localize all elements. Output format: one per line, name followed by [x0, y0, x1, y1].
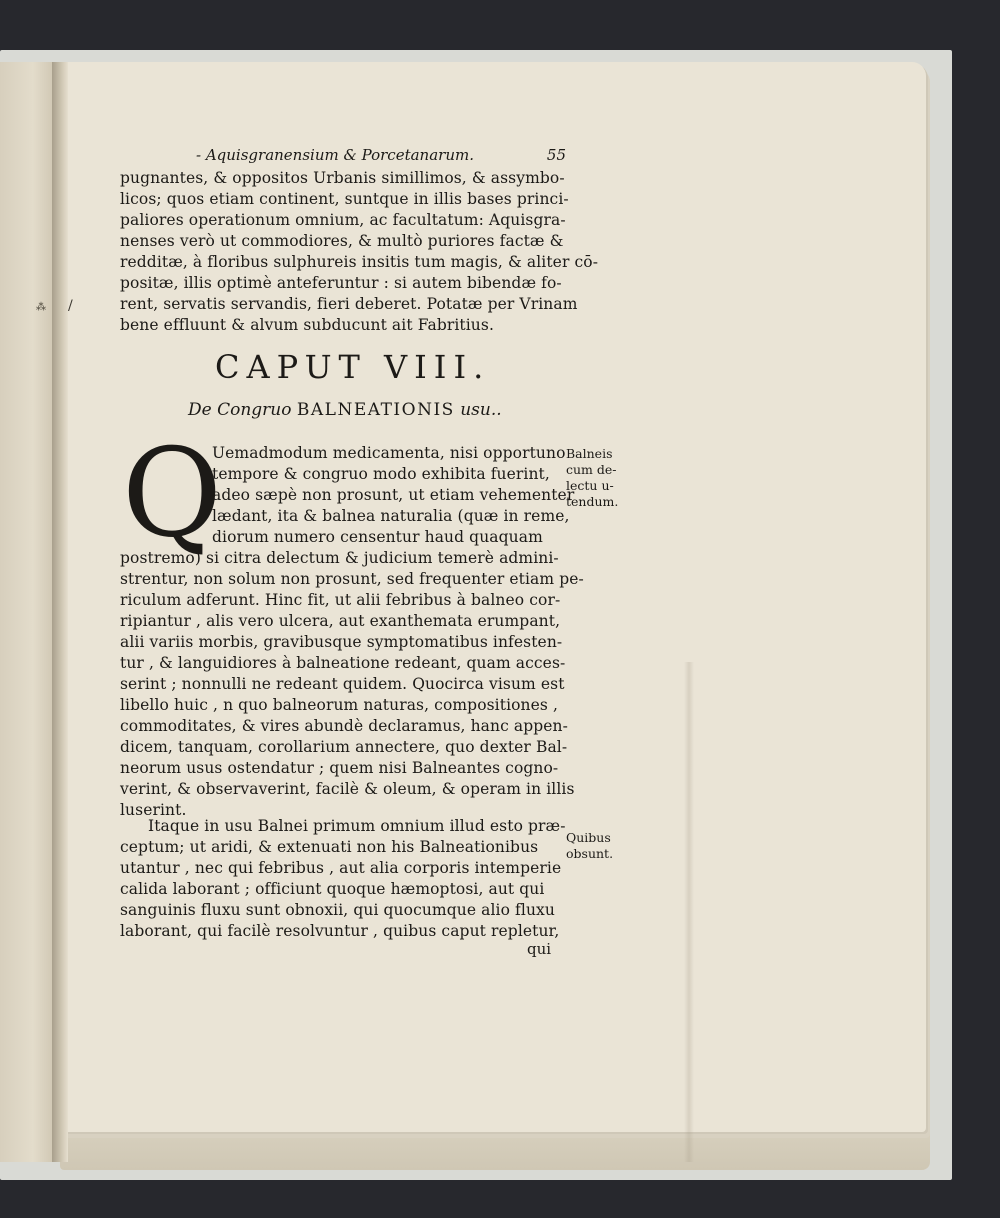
text-line: neorum usus ostendatur ; quem nisi Balneantes cogno- — [120, 759, 559, 777]
text-line: strentur, non solum non prosunt, sed frequenter etiam pe- — [120, 570, 584, 588]
text-line: sanguinis fluxu sunt obnoxii, qui quocumque alio fluxu — [120, 901, 555, 919]
margin-note — [566, 446, 618, 510]
text-line: tur , & languidiores à balneatione redeant, quam acces- — [120, 654, 566, 672]
text-line: lædant, ita & balnea naturalia (quæ in reme, — [212, 507, 570, 525]
text-line: dicem, tanquam, corollarium annectere, quo dexter Bal- — [120, 738, 568, 756]
margin-note-line: Quibus — [566, 830, 611, 845]
text-line: serint ; nonnulli ne redeant quidem. Quocirca visum est — [120, 675, 565, 693]
text-line: commoditates, & vires abundè declaramus, hanc appen- — [120, 717, 568, 735]
running-head — [196, 146, 566, 166]
text-line: diorum numero censentur haud quaquam — [212, 528, 543, 546]
text-line: Uemadmodum medicamenta, nisi opportuno — [212, 444, 566, 462]
drop-capital: Q — [122, 422, 223, 564]
catchword: qui — [527, 940, 552, 958]
margin-note — [566, 830, 613, 862]
text-line: rent, servatis servandis, fieri deberet. Potatæ per Vrinam — [120, 295, 578, 313]
ink-mark: ⁂ — [36, 302, 46, 313]
text-line: positæ, illis optimè anteferuntur : si autem bibendæ fo- — [120, 274, 562, 292]
text-line: pugnantes, & oppositos Urbanis simillimos, & assymbo- — [120, 169, 565, 187]
subtitle-prefix: De Congruo — [188, 400, 292, 420]
text-line: tempore & congruo modo exhibita fuerint, — [212, 465, 550, 483]
text-line: riculum adferunt. Hinc fit, ut alii febribus à balneo cor- — [120, 591, 561, 609]
text-line: nenses verò ut commodiores, & multò puriores factæ & — [120, 232, 564, 250]
running-title: - Aquisgranensium & Porcetanarum. — [196, 146, 474, 164]
text-line: ripiantur , alis vero ulcera, aut exanthemata erumpant, — [120, 612, 561, 630]
text-line: verint, & observaverint, facilè & oleum, & operam in illis — [120, 780, 575, 798]
page-fold — [684, 662, 694, 1162]
margin-note-line: Balneis — [566, 446, 613, 461]
margin-note-line: lectu u- — [566, 478, 614, 493]
chapter-subtitle — [188, 400, 502, 420]
chapter-title: CAPUT VIII. — [215, 348, 491, 386]
text-line: redditæ, à floribus sulphureis insitis tum magis, & aliter cō- — [120, 253, 599, 271]
margin-note-line: obsunt. — [566, 846, 614, 861]
text-line: licos; quos etiam continent, suntque in illis bases princi- — [120, 190, 569, 208]
margin-note-line: tendum. — [566, 494, 619, 509]
text-line: adeo sæpè non prosunt, ut etiam vehementer — [212, 486, 575, 504]
page-number: 55 — [546, 146, 566, 164]
text-line: calida laborant ; officiunt quoque hæmoptosi, aut qui — [120, 880, 545, 898]
text-line: postremo) si citra delectum & judicium temerè admini- — [120, 549, 559, 567]
text-line: utantur , nec qui febribus , aut alia corporis intemperie — [120, 859, 562, 877]
text-line: paliores operationum omnium, ac facultatum: Aquisgra- — [120, 211, 566, 229]
text-line: laborant, qui facilè resolvuntur , quibus caput repletur, — [120, 922, 560, 940]
left-page-edge — [0, 62, 56, 1162]
text-line: libello huic , n quo balneorum naturas, compositiones , — [120, 696, 559, 714]
ink-tick: / — [68, 298, 73, 314]
margin-note-line: cum de- — [566, 462, 617, 477]
text-line: ceptum; ut aridi, & extenuati non his Balneationibus — [120, 838, 539, 856]
subtitle-main: BALNEATIONIS — [296, 400, 455, 420]
text-line: Itaque in usu Balnei primum omnium illud esto præ- — [148, 817, 566, 835]
text-line: bene effluunt & alvum subducunt ait Fabritius. — [120, 316, 494, 334]
text-line: luserint. — [120, 801, 187, 819]
subtitle-suffix: usu.. — [460, 400, 502, 420]
text-line: alii variis morbis, gravibusque symptomatibus infesten- — [120, 633, 563, 651]
book-gutter — [52, 62, 68, 1162]
